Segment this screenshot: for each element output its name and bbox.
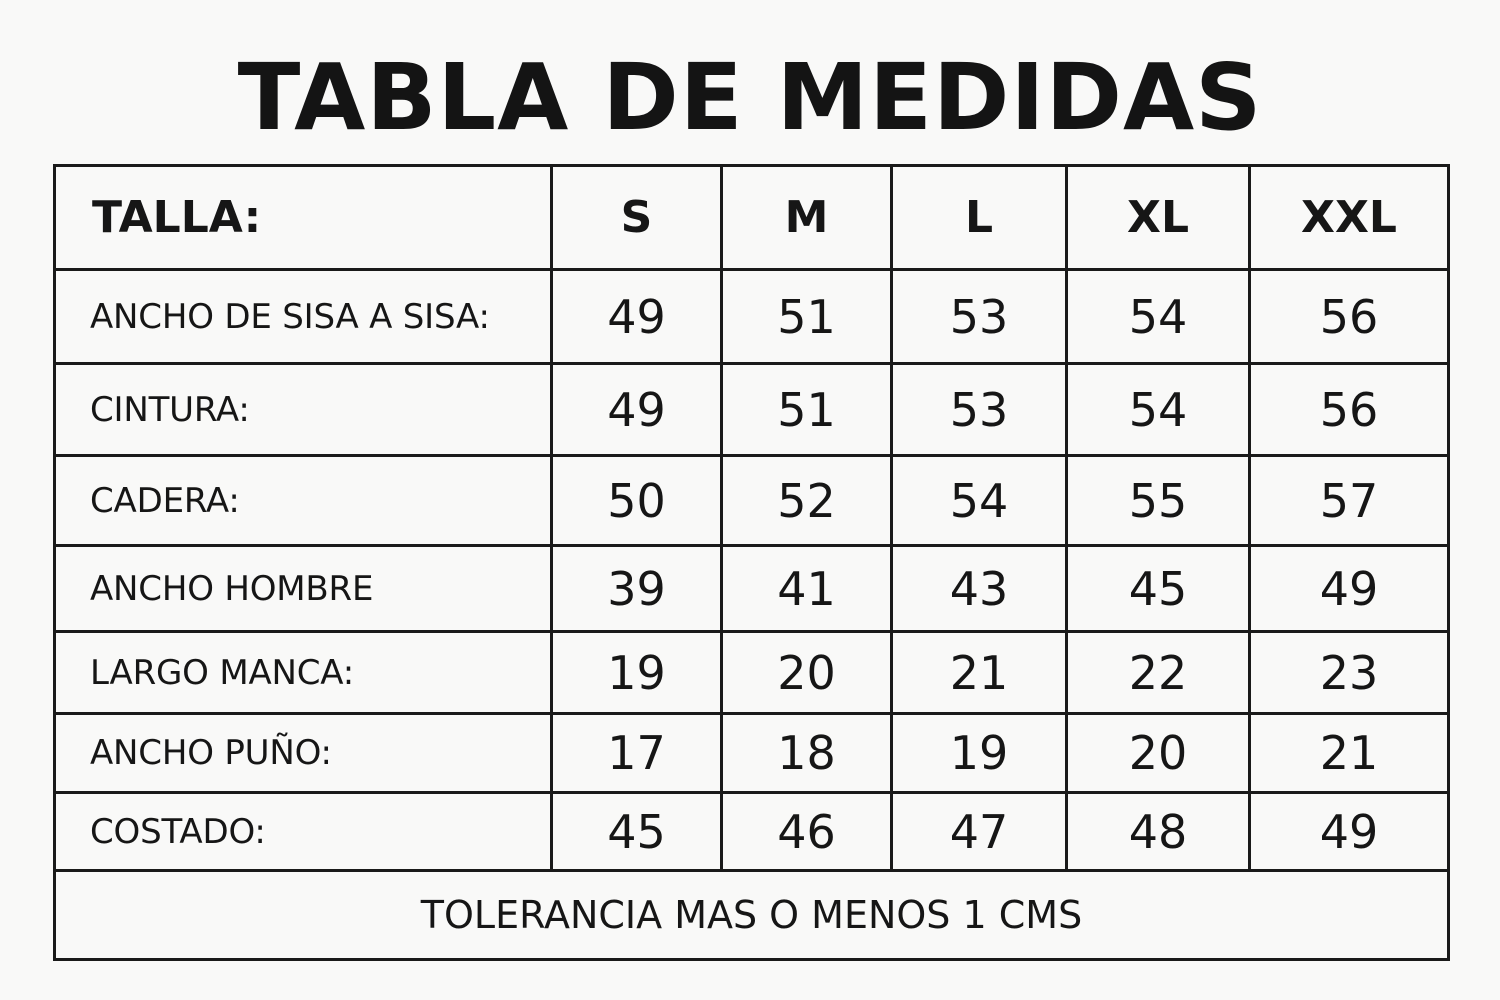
footer-row — [55, 871, 1449, 960]
table-cell: 56 — [1250, 364, 1449, 456]
table-cell: 45 — [552, 793, 722, 871]
table-cell: 45 — [1067, 546, 1250, 632]
table-cell: 54 — [892, 456, 1067, 546]
table-cell: 21 — [892, 632, 1067, 714]
tolerance-note: TOLERANCIA MAS O MENOS 1 CMS — [55, 871, 1449, 960]
table-cell: 39 — [552, 546, 722, 632]
table-cell: 48 — [1067, 793, 1250, 871]
table-row — [55, 270, 1449, 364]
table-cell: 50 — [552, 456, 722, 546]
table-cell: 20 — [1067, 714, 1250, 793]
table-cell: 49 — [1250, 546, 1449, 632]
header-row — [55, 166, 1449, 270]
table-cell: 57 — [1250, 456, 1449, 546]
table-cell: 19 — [552, 632, 722, 714]
row-label: ANCHO PUÑO: — [55, 714, 552, 793]
size-header-label: TALLA: — [55, 166, 552, 270]
table-row — [55, 364, 1449, 456]
table-cell: 53 — [892, 270, 1067, 364]
row-label: ANCHO HOMBRE — [55, 546, 552, 632]
table-row — [55, 546, 1449, 632]
table-cell: 19 — [892, 714, 1067, 793]
table-cell: 51 — [722, 270, 892, 364]
table-cell: 49 — [552, 270, 722, 364]
size-header-xxl: XXL — [1250, 166, 1449, 270]
table-cell: 23 — [1250, 632, 1449, 714]
table-cell: 22 — [1067, 632, 1250, 714]
table-cell: 46 — [722, 793, 892, 871]
row-label: CADERA: — [55, 456, 552, 546]
size-table — [53, 164, 1450, 961]
table-cell: 53 — [892, 364, 1067, 456]
size-header-m: M — [722, 166, 892, 270]
table-cell: 41 — [722, 546, 892, 632]
table-row — [55, 793, 1449, 871]
table-cell: 49 — [552, 364, 722, 456]
table-cell: 55 — [1067, 456, 1250, 546]
table-cell: 43 — [892, 546, 1067, 632]
table-cell: 17 — [552, 714, 722, 793]
table-cell: 21 — [1250, 714, 1449, 793]
table-cell: 49 — [1250, 793, 1449, 871]
size-header-s: S — [552, 166, 722, 270]
table-cell: 47 — [892, 793, 1067, 871]
table-cell: 52 — [722, 456, 892, 546]
row-label: LARGO MANCA: — [55, 632, 552, 714]
table-cell: 54 — [1067, 364, 1250, 456]
row-label: CINTURA: — [55, 364, 552, 456]
table-cell: 54 — [1067, 270, 1250, 364]
table-row — [55, 632, 1449, 714]
table-row — [55, 456, 1449, 546]
table-cell: 20 — [722, 632, 892, 714]
table-row — [55, 714, 1449, 793]
table-cell: 18 — [722, 714, 892, 793]
table-cell: 56 — [1250, 270, 1449, 364]
row-label: ANCHO DE SISA A SISA: — [55, 270, 552, 364]
table-cell: 51 — [722, 364, 892, 456]
size-header-xl: XL — [1067, 166, 1250, 270]
size-header-l: L — [892, 166, 1067, 270]
page-title: TABLA DE MEDIDAS — [237, 44, 1263, 151]
row-label: COSTADO: — [55, 793, 552, 871]
